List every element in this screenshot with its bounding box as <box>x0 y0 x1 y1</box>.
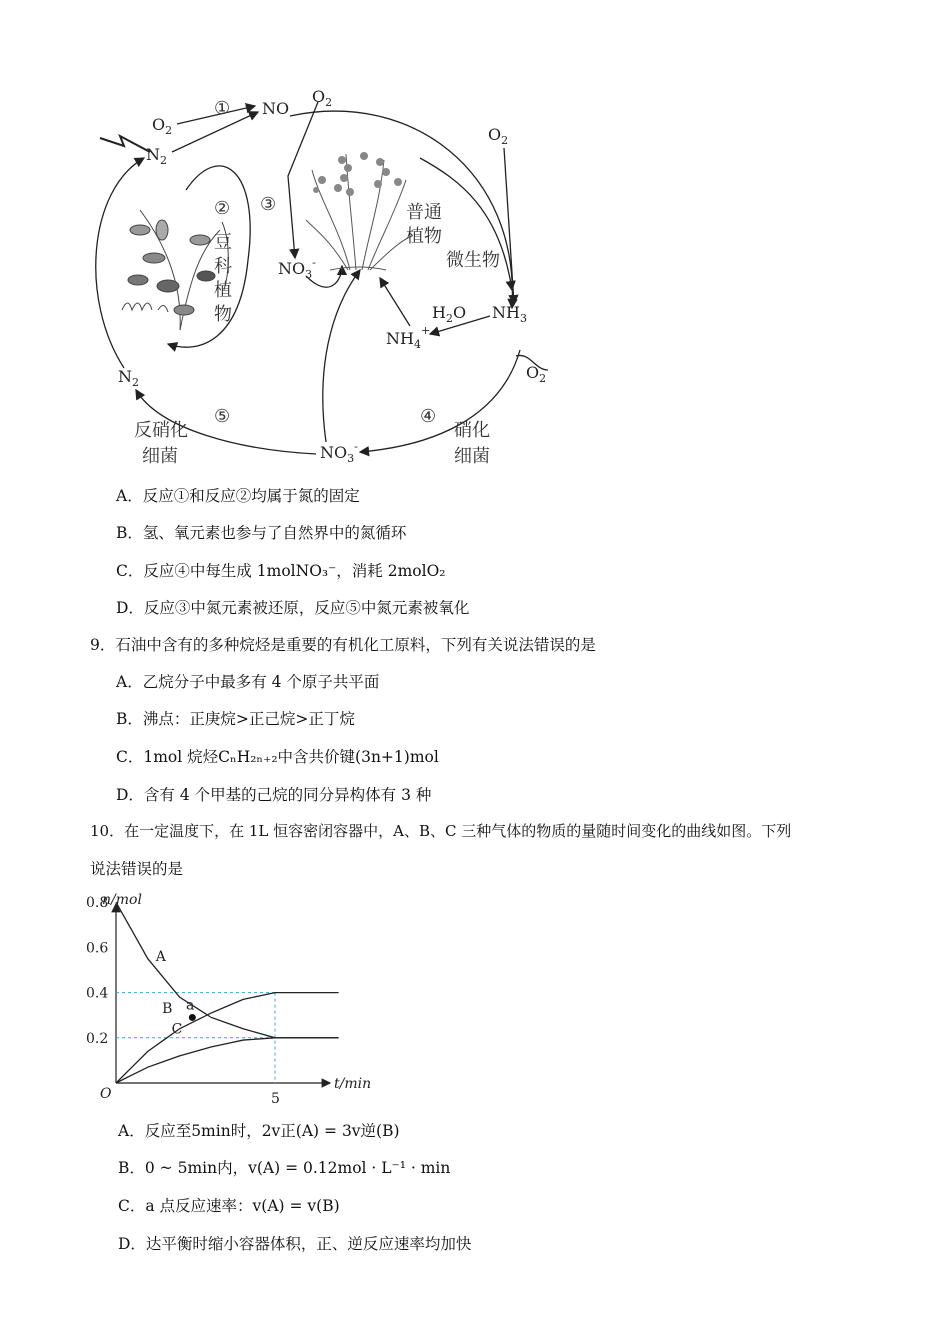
label-legume: 豆 <box>214 232 232 253</box>
series-label-a: A <box>155 948 166 965</box>
label-legume-4: 物 <box>214 304 232 325</box>
series-line-c <box>116 1038 339 1083</box>
nitrogen-cycle-diagram <box>80 80 560 480</box>
q8-option-d: D．反应③中氮元素被还原，反应⑤中氮元素被氧化 <box>116 599 470 617</box>
label-step-2: ② <box>214 198 231 219</box>
y-tick-label: 0.4 <box>86 985 109 1002</box>
q9-option-b: B．沸点：正庚烷>正己烷>正丁烷 <box>116 710 355 728</box>
q8-option-b: B．氢、氧元素也参与了自然界中的氮循环 <box>116 524 407 542</box>
point-a-label: a <box>185 997 195 1014</box>
ordinary-plant-illustration <box>306 152 412 270</box>
y-axis-label: n/mol <box>102 892 142 908</box>
label-plant-2: 植物 <box>406 226 442 247</box>
label-o2-right-top: $O_2$ <box>488 125 509 147</box>
label-step-3: ③ <box>260 194 277 215</box>
series-label-c: C <box>171 1021 183 1038</box>
label-step-1: ① <box>214 98 231 119</box>
q8-option-a: A．反应①和反应②均属于氮的固定 <box>116 487 360 505</box>
label-nh3: $NH_3$ <box>492 303 527 325</box>
y-tick-label: 0.6 <box>86 940 109 957</box>
q9-option-c: C．1mol 烷烃CₙH₂ₙ₊₂中含共价键(3n+1)mol <box>116 748 439 766</box>
q10-option-a: A．反应至5min时，2v正(A) = 3v逆(B) <box>118 1122 400 1140</box>
y-tick-label: 0.2 <box>86 1030 109 1047</box>
label-denitrify-2: 细菌 <box>142 446 178 467</box>
q9-option-d: D．含有 4 个甲基的己烷的同分异构体有 3 种 <box>116 786 432 804</box>
lightning-icon <box>100 136 150 152</box>
q8-option-c: C．反应④中每生成 1molNO₃⁻，消耗 2molO₂ <box>116 562 446 580</box>
label-n2-top: $N_2$ <box>146 145 167 167</box>
q10-option-b: B．0 ~ 5min内，v(A) = 0.12mol · L⁻¹ · min <box>118 1159 451 1177</box>
series-label-b: B <box>162 1000 173 1017</box>
label-no-top: NO <box>262 99 290 118</box>
label-legume-3: 植 <box>214 280 232 301</box>
label-o2-left: $O_2$ <box>152 115 173 137</box>
label-n2-bottom: $N_2$ <box>118 367 139 389</box>
label-h2o: $H_2O$ <box>432 303 467 325</box>
label-step-5: ⑤ <box>214 406 231 427</box>
legume-plant-illustration <box>122 210 228 330</box>
origin-label: O <box>100 1086 112 1102</box>
label-nitrify-1: 硝化 <box>454 420 490 441</box>
q9-option-a: A．乙烷分子中最多有 4 个原子共平面 <box>116 673 380 691</box>
point-a-marker <box>189 1014 196 1021</box>
label-no3-left: $NO_3^-$ <box>278 256 316 281</box>
x-tick-label: 5 <box>271 1091 280 1107</box>
series-line-a <box>116 902 339 1038</box>
q9-stem: 9．石油中含有的多种烷烃是重要的有机化工原料，下列有关说法错误的是 <box>90 636 596 654</box>
label-microbe: 微生物 <box>446 250 500 271</box>
label-o2-right-mid: $O_2$ <box>526 363 547 385</box>
label-denitrify-1: 反硝化 <box>134 420 188 441</box>
label-legume-2: 科 <box>214 256 232 277</box>
q10-option-c: C．a 点反应速率：v(A) = v(B) <box>118 1197 340 1215</box>
label-o2-top: $O_2$ <box>312 87 333 109</box>
amount-vs-time-chart <box>84 886 384 1108</box>
label-plant-1: 普通 <box>406 202 442 223</box>
q10-stem-line1: 10．在一定温度下，在 1L 恒容密闭容器中，A、B、C 三种气体的物质的量随时间变化的曲线如图。下列 <box>90 822 792 840</box>
label-step-4: ④ <box>420 406 437 427</box>
q10-option-d: D．达平衡时缩小容器体积，正、逆反应速率均加快 <box>118 1235 472 1253</box>
label-nitrify-2: 细菌 <box>454 446 490 467</box>
y-tick-label: 0.8 <box>86 895 109 912</box>
x-axis-label: t/min <box>334 1076 372 1092</box>
label-no3-bottom: $NO_3^-$ <box>320 440 358 465</box>
label-nh4: $NH_4^+$ <box>386 324 431 351</box>
q10-stem-line2: 说法错误的是 <box>90 860 184 878</box>
